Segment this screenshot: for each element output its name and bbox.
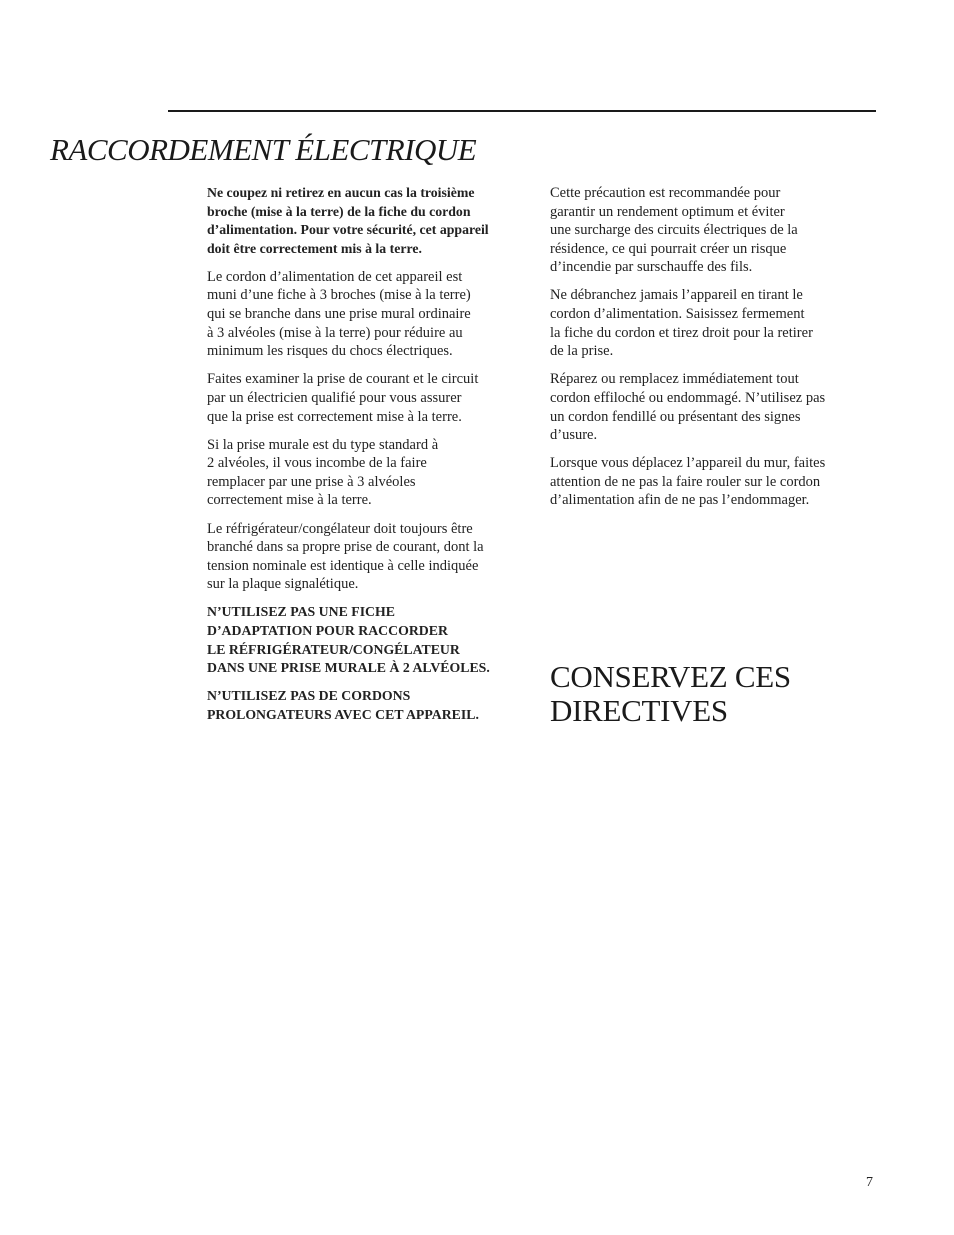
keep-directives-heading: CONSERVEZ CES DIRECTIVES (550, 659, 791, 728)
electrician-check-paragraph: Faites examiner la prise de courant et le circuit par un électricien qualifié pour vous assurer que la prise est correctement mise à la terre. (207, 371, 479, 425)
dedicated-outlet-paragraph: Le réfrigérateur/congélateur doit toujours être branché dans sa propre prise de courant, dont la tension nominale est identique à celle indiquée sur la plaque signalétique. (207, 520, 484, 593)
grounding-warning-paragraph: Ne coupez ni retirez en aucun cas la troisième broche (mise à la terre) de la fiche du cordon d’alimentation. Pour votre sécurité, cet appareil doit être correctement mis à la terre. (207, 185, 489, 256)
right-text-column (550, 184, 878, 520)
no-extension-cord-warning: N’UTILISEZ PAS DE CORDONS PROLONGATEURS AVEC CET APPAREIL. (207, 688, 479, 722)
top-rule-divider (168, 110, 876, 112)
power-cord-paragraph: Le cordon d’alimentation de cet appareil est muni d’une fiche à 3 broches (mise à la terre) qui se branche dans une prise mural ordinaire à 3 alvéoles (mise à la terre) pour réduire au minimum les risques du chocs électriques. (207, 268, 471, 360)
section-title: RACCORDEMENT ÉLECTRIQUE (50, 132, 477, 167)
repair-cord-paragraph: Réparez ou remplacez immédiatement tout cordon effiloché ou endommagé. N’utilisez pas un cordon fendillé ou présentant des signes d’usure. (550, 371, 826, 444)
moving-appliance-paragraph: Lorsque vous déplacez l’appareil du mur, faites attention de ne pas la faire rouler sur le cordon d’alimentation afin de ne pas l’endommager. (550, 455, 826, 509)
page-number: 7 (866, 1175, 873, 1190)
precaution-paragraph: Cette précaution est recommandée pour garantir un rendement optimum et éviter une surcharge des circuits électriques de la résidence, ce qui pourrait créer un risque d’incendie par surschauffe des fils. (550, 185, 798, 276)
two-prong-outlet-paragraph: Si la prise murale est du type standard à 2 alvéoles, il vous incombe de la faire remplacer par une prise à 3 alvéoles correctement mise à la terre. (207, 436, 439, 509)
unplug-paragraph: Ne débranchez jamais l’appareil en tirant le cordon d’alimentation. Saisissez fermement la fiche du cordon et tirez droit pour la retirer de la prise. (550, 287, 813, 360)
no-adapter-warning: N’UTILISEZ PAS UNE FICHE D’ADAPTATION POUR RACCORDER LE RÉFRIGÉRATEUR/CONGÉLATEUR DANS UNE PRISE MURALE À 2 ALVÉOLES. (207, 604, 490, 676)
left-text-column (207, 184, 537, 734)
